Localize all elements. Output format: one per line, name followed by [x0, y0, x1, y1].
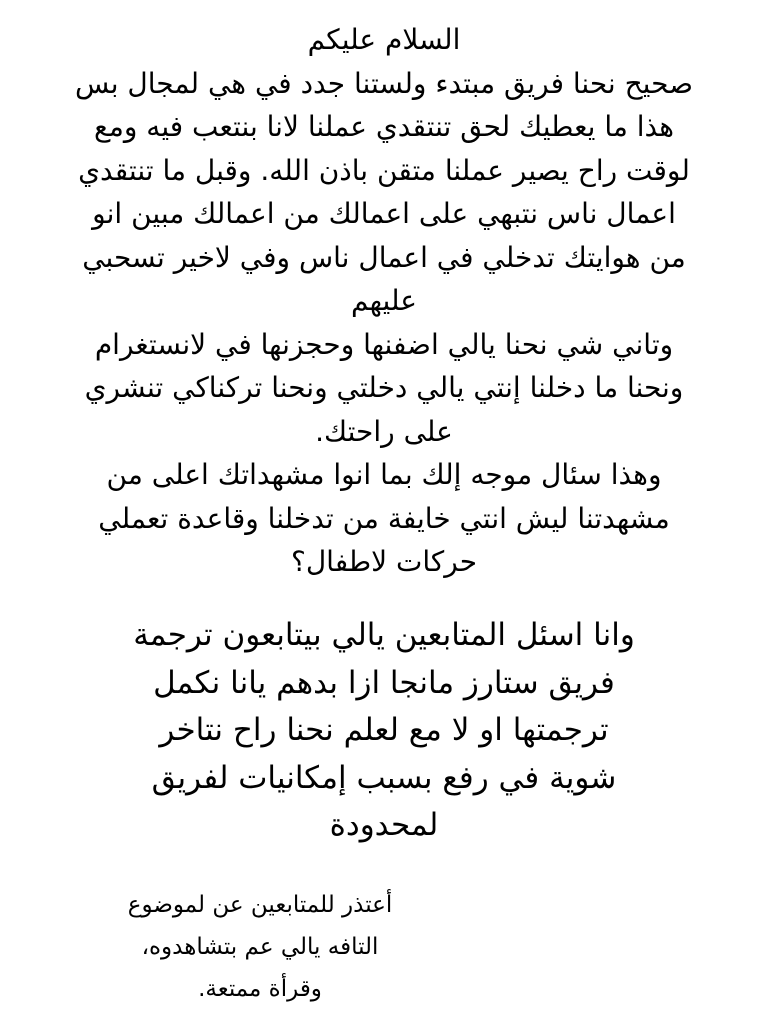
statement-line: من هوايتك تدخلي في اعمال ناس وفي لاخير تسحبي: [82, 240, 686, 274]
question-line: شوية في رفع بسبب إمكانيات لفريق: [151, 759, 617, 796]
statement-line: عليهم: [351, 284, 417, 317]
statement-line: حركات لاطفال؟: [290, 545, 478, 578]
statement-line: وتاني شي نحنا يالي اضفنها وحجزنها في لانستغرام: [94, 327, 674, 361]
apology-section: [60, 884, 460, 1010]
statement-section: [14, 18, 754, 584]
statement-line: وهذا سئال موجه إلك بما انوا مشهداتك اعلى من: [106, 458, 662, 491]
statement-line: لوقت راح يصير عملنا متقن باذن الله. وقبل ما تنتقدي: [78, 153, 690, 187]
question-line: ترجمتها او لا مع لعلم نحنا راح نتاخر: [159, 712, 609, 748]
question-line: فريق ستارز مانجا ازا بدهم يانا نكمل: [153, 664, 615, 701]
statement-line: صحيح نحنا فريق مبتدء ولستنا جدد في هي لمجال بس: [75, 66, 693, 100]
statement-line: اعمال ناس نتبهي على اعمالك من اعمالك مبين انو: [92, 197, 676, 230]
question-line: وانا اسئل المتابعين يالي بيتابعون ترجمة: [133, 617, 635, 653]
statement-line: على راحتك.: [315, 414, 453, 448]
statement-line: ونحنا ما دخلنا إنتي يالي دخلتي ونحنا تركناكي تنشري: [84, 371, 684, 404]
question-section: [40, 612, 728, 850]
apology-line: أعتذر للمتابعين عن لموضوع: [127, 892, 393, 918]
statement-line: هذا ما يعطيك لحق تنتقدي عملنا لانا بنتعب فيه ومع: [93, 110, 674, 143]
apology-line: وقرأة ممتعة.: [198, 976, 322, 1002]
apology-line: التافه يالي عم بتشاهدوه،: [141, 934, 379, 960]
question-line: لمحدودة: [329, 807, 439, 843]
greeting-line: السلام عليكم: [307, 23, 461, 56]
statement-line: مشهدتنا ليش انتي خايفة من تدخلنا وقاعدة تعملي: [98, 501, 670, 535]
